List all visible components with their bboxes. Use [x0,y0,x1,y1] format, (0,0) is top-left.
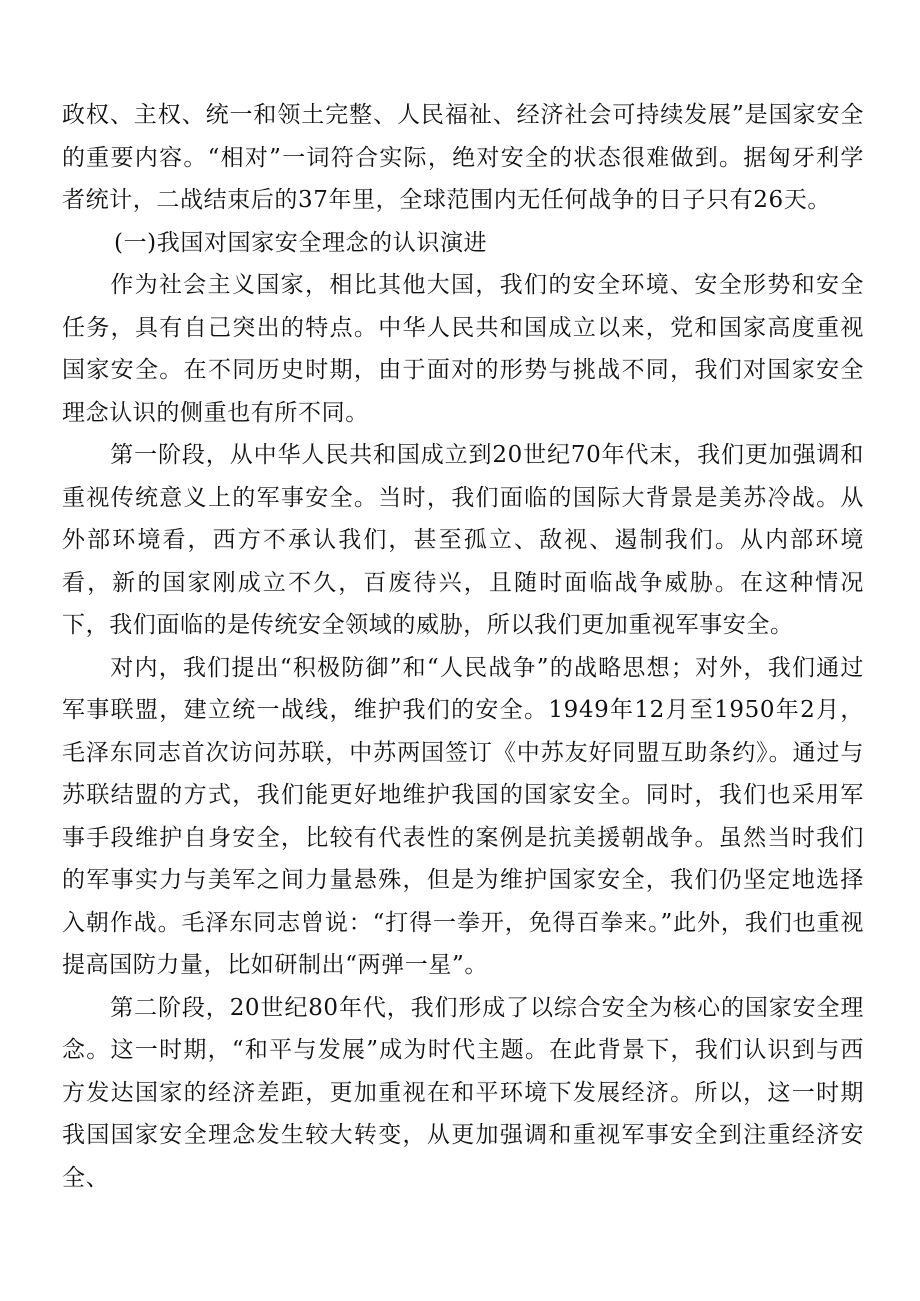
section-heading: (一)我国对国家安全理念的认识演进 [114,229,488,256]
paragraph-stage-one: 第一阶段，从中华人民共和国成立到20世纪70年代末，我们更加强调和重视传统意义上的军事安全。当时，我们面临的国际大背景是美苏冷战。从外部环境看，西方不承认我们，甚至孤立、敌视、遏制我们。从内部环境看，新的国家刚成立不久，百废待兴，且随时面临战争威胁。在这种情况下，我们面临的是传统安全领域的威胁，所以我们更加重视军事安全。 [62,442,864,638]
paragraph-stage-one-detail: 对内，我们提出“积极防御”和“人民战争”的战略思想；对外，我们通过军事联盟，建立统一战线，维护我们的安全。1949年12月至1950年2月，毛泽东同志首次访问苏联，中苏两国签订《中苏友好同盟互助条约》。通过与苏联结盟的方式，我们能更好地维护我国的国家安全。同时，我们也采用军事手段维护自身安全，比较有代表性的案例是抗美援朝战争。虽然当时我们的军事实力与美军之间力量悬殊，但是为维护国家安全，我们仍坚定地选择入朝作战。毛泽东同志曾说：“打得一拳开，免得百拳来。”此外，我们也重视提高国防力量，比如研制出“两弹一星”。 [62,654,864,978]
paragraph-continuation: 政权、主权、统一和领土完整、人民福祉、经济社会可持续发展”是国家安全的重要内容。“相对”一词符合实际，绝对安全的状态很难做到。据匈牙利学者统计，二战结束后的37年里，全球范围内无任何战争的日子只有26天。 [62,102,864,213]
paragraph-stage-two: 第二阶段，20世纪80年代，我们形成了以综合安全为核心的国家安全理念。这一时期，“和平与发展”成为时代主题。在此背景下，我们认识到与西方发达国家的经济差距，更加重视在和平环境下发展经济。所以，这一时期我国国家安全理念发生较大转变，从更加强调和重视军事安全到注重经济安全、 [62,994,864,1191]
paragraph-intro: 作为社会主义国家，相比其他大国，我们的安全环境、安全形势和安全任务，具有自己突出的特点。中华人民共和国成立以来，党和国家高度重视国家安全。在不同历史时期，由于面对的形势与挑战不同，我们对国家安全理念认识的侧重也有所不同。 [62,272,864,426]
